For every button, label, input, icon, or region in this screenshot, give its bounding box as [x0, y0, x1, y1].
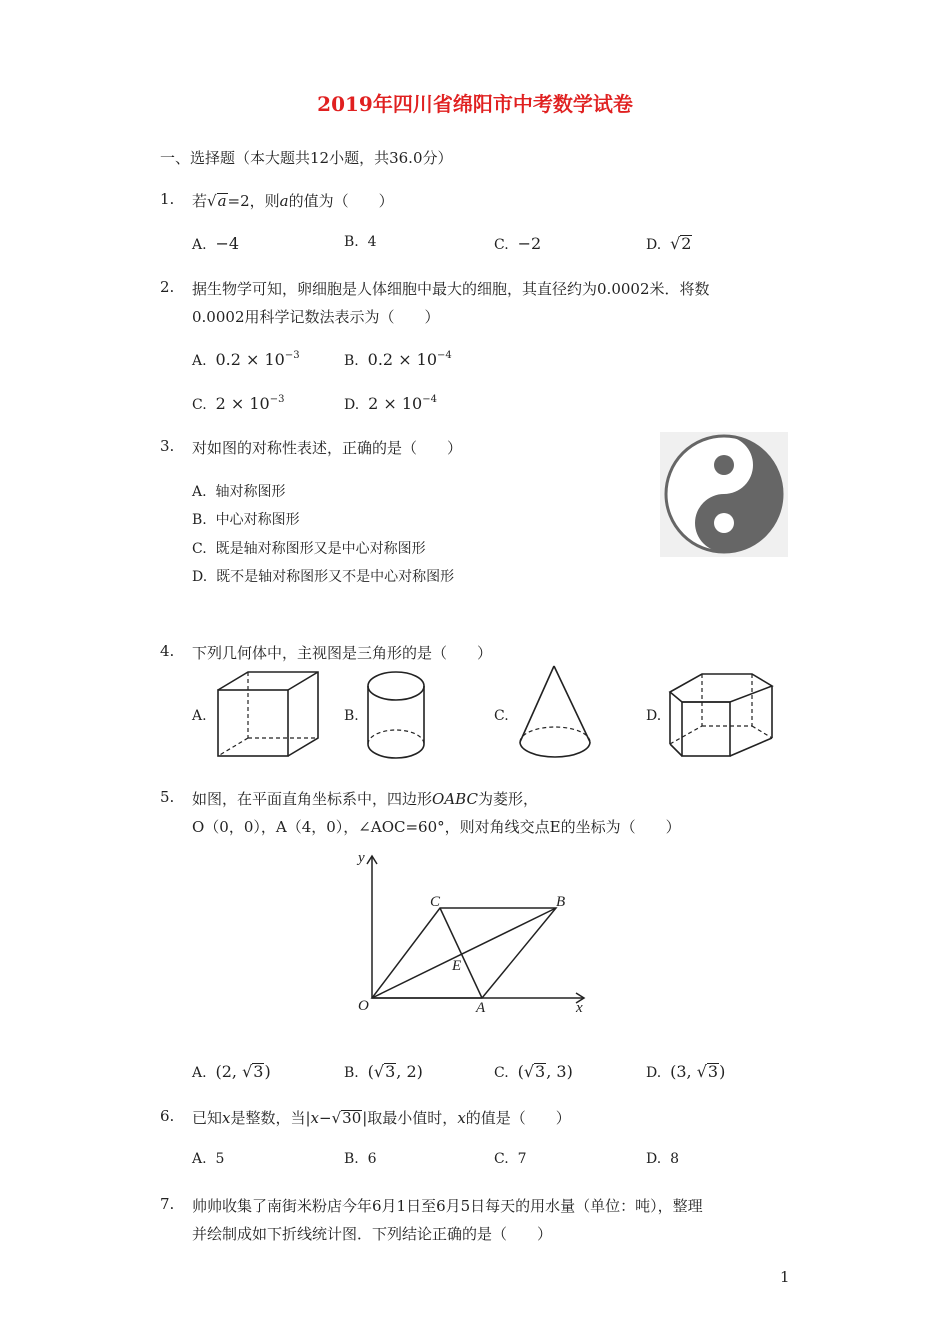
q7-number: 7. — [160, 1195, 175, 1213]
q6-stem: 已知x是整数，当|x−√30|取最小值时，x的值是（ ） — [192, 1109, 571, 1127]
q6-number: 6. — [160, 1107, 175, 1125]
yin-yang-figure — [660, 432, 788, 557]
q4-label-c[interactable]: C. — [494, 708, 509, 724]
q3-option-a[interactable]: A. 轴对称图形 — [192, 484, 286, 500]
q2-line1: 据生物学可知，卵细胞是人体细胞中最大的细胞，其直径约为0.0002米．将数 — [192, 280, 710, 298]
cone-figure — [516, 662, 596, 762]
q3-option-b[interactable]: B. 中心对称图形 — [192, 512, 300, 528]
cube-figure — [214, 668, 324, 760]
q2-option-a[interactable]: A. $0.2 \times 10^{-3}$ — [192, 350, 300, 369]
cylinder-figure — [364, 668, 434, 762]
q1-option-a[interactable]: A. −4 — [192, 234, 240, 253]
q4-label-b[interactable]: B. — [344, 708, 359, 724]
q2-option-d[interactable]: D. $2 \times 10^{-4}$ — [344, 394, 437, 413]
q3-number: 3. — [160, 437, 175, 455]
x-axis-label: x — [576, 1000, 583, 1016]
q1-option-d[interactable]: D. √2 — [646, 234, 692, 253]
q5-option-c[interactable]: C. (√3, 3) — [494, 1062, 573, 1081]
q3-option-d[interactable]: D. 既不是轴对称图形又不是中心对称图形 — [192, 569, 455, 585]
page-title: 2019年四川省绵阳市中考数学试卷 — [317, 92, 633, 116]
q1-option-c[interactable]: C. −2 — [494, 234, 542, 253]
q6-option-a[interactable]: A. 5 — [192, 1151, 225, 1167]
q7-line1: 帅帅收集了南街米粉店今年6月1日至6月5日每天的用水量（单位：吨），整理 — [192, 1197, 703, 1215]
q1-stem: 若√a=2，则a的值为（ ） — [192, 192, 394, 210]
q5-number: 5. — [160, 788, 175, 806]
q3-stem: 对如图的对称性表述，正确的是（ ） — [192, 439, 463, 457]
q5-line2: O（0，0），A（4，0），∠AOC=60°，则对角线交点E的坐标为（ ） — [192, 818, 681, 836]
q2-line2: 0.0002用科学记数法表示为（ ） — [192, 308, 440, 326]
page-number: 1 — [780, 1268, 790, 1286]
section-heading: 一、选择题（本大题共12小题，共36.0分） — [160, 149, 453, 167]
hexagonal-prism-figure — [666, 668, 778, 762]
q7-line2: 并绘制成如下折线统计图．下列结论正确的是（ ） — [192, 1225, 553, 1243]
q2-number: 2. — [160, 278, 175, 296]
q4-number: 4. — [160, 642, 175, 660]
q5-option-b[interactable]: B. (√3, 2) — [344, 1062, 423, 1081]
q6-option-d[interactable]: D. 8 — [646, 1151, 680, 1167]
q5-option-a[interactable]: A. (2, √3) — [192, 1062, 271, 1081]
q2-option-b[interactable]: B. $0.2 \times 10^{-4}$ — [344, 350, 452, 369]
q1-radicand: a — [217, 192, 227, 210]
q1-number: 1. — [160, 190, 175, 208]
point-c-label: C — [430, 894, 441, 910]
q3-option-c[interactable]: C. 既是轴对称图形又是中心对称图形 — [192, 541, 426, 557]
q1-option-b[interactable]: B. 4 — [344, 234, 377, 250]
point-b-label: B — [556, 894, 566, 910]
point-o-label: O — [358, 998, 369, 1014]
q4-stem: 下列几何体中，主视图是三角形的是（ ） — [192, 644, 493, 662]
q6-option-b[interactable]: B. 6 — [344, 1151, 377, 1167]
point-a-label: A — [476, 1000, 486, 1016]
rhombus-figure — [350, 848, 595, 1018]
y-axis-label: y — [358, 850, 365, 866]
q5-option-d[interactable]: D. (3, √3) — [646, 1062, 726, 1081]
q4-label-d[interactable]: D. — [646, 708, 662, 724]
q5-line1: 如图，在平面直角坐标系中，四边形OABC为菱形， — [192, 790, 538, 808]
point-e-label: E — [452, 958, 462, 974]
q2-option-c[interactable]: C. $2 \times 10^{-3}$ — [192, 394, 285, 413]
q4-label-a[interactable]: A. — [192, 708, 207, 724]
q6-option-c[interactable]: C. 7 — [494, 1151, 527, 1167]
